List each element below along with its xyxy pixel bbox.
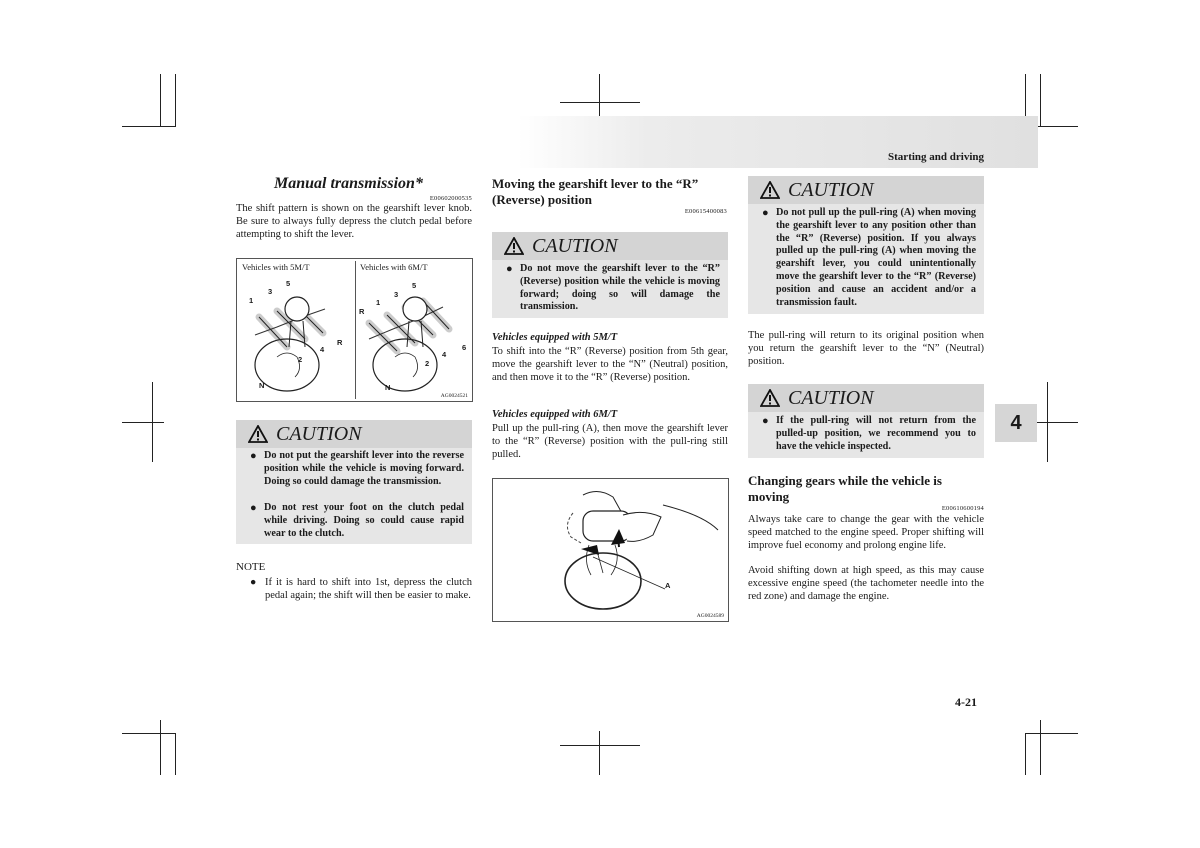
subheading-6mt: Vehicles equipped with 6M/T xyxy=(492,409,618,420)
paragraph-5mt: To shift into the “R” (Reverse) position from 5th gear, move the gearshift lever to the “N” (Neutral) position, and then move it to the “R” (Reverse) position. xyxy=(492,346,728,383)
gear-label: 4 xyxy=(442,350,447,359)
crop-mark xyxy=(122,733,175,734)
crop-mark xyxy=(122,422,164,423)
gear-label: 2 xyxy=(425,359,430,368)
section-code: E00610600194 xyxy=(941,505,984,512)
caption-5mt: Vehicles with 5M/T xyxy=(242,262,310,272)
caution-title: CAUTION xyxy=(788,179,874,201)
crop-mark xyxy=(175,74,176,127)
caution-header xyxy=(748,384,984,412)
changing-gears-paragraph: Always take care to change the gear with the vehicle speed matched to the engine speed. Proper shifting will improve fuel economy and prolong engine life. xyxy=(748,514,984,551)
gear-label: 2 xyxy=(298,355,303,364)
heading-reverse: Moving the gearshift lever to the “R” (Reverse) position xyxy=(492,176,699,207)
figure-code: AG0024589 xyxy=(696,613,724,619)
shift-pattern-figure xyxy=(236,258,473,402)
caution-box-pull-ring xyxy=(748,176,984,314)
figure-code: AG0024521 xyxy=(440,393,468,399)
warning-triangle-icon xyxy=(504,237,524,255)
caution-header xyxy=(236,420,472,448)
gear-label: 1 xyxy=(249,296,254,305)
pull-ring-return-paragraph: The pull-ring will return to its original position when you return the gearshift lever to the “N” (Neutral) position. xyxy=(748,330,984,367)
crop-mark xyxy=(599,74,600,118)
crop-mark xyxy=(1047,382,1048,462)
caution-item: ● Do not move the gearshift lever to the “R” (Reverse) position while the vehicle is moving forward; doing so will damage the transmission. xyxy=(506,263,720,313)
crop-mark xyxy=(122,126,175,127)
gear-label: R xyxy=(337,338,343,347)
warning-triangle-icon xyxy=(760,389,780,407)
pull-ring-drawing xyxy=(553,485,723,615)
caution-box-reverse xyxy=(236,420,472,544)
caution-title: CAUTION xyxy=(276,423,362,445)
note-label: NOTE xyxy=(236,561,266,573)
caution-title: CAUTION xyxy=(788,387,874,409)
gear-label: 4 xyxy=(320,345,325,354)
crop-mark xyxy=(1025,733,1026,775)
caution-title: CAUTION xyxy=(532,235,618,257)
section-code: E00602000535 xyxy=(429,195,472,202)
intro-paragraph: The shift pattern is shown on the gearshift lever knob. Be sure to always fully depress the clutch pedal before attempting to shift the lever. xyxy=(236,203,472,240)
caution-item: ● Do not put the gearshift lever into the reverse position while the vehicle is moving forward. Doing so could damage the transmission. xyxy=(250,450,464,487)
figure-divider xyxy=(355,261,356,399)
gear-label: 5 xyxy=(286,279,291,288)
crop-mark xyxy=(160,74,161,127)
page-number: 4-21 xyxy=(955,695,977,709)
pull-ring-label: A xyxy=(665,581,671,590)
crop-mark xyxy=(560,745,640,746)
crop-mark xyxy=(1025,733,1078,734)
gear-label: N xyxy=(385,383,391,392)
crop-mark xyxy=(175,733,176,775)
caution-item: ● Do not pull up the pull-ring (A) when moving the gearshift lever to any position other than the “R” (Reverse) position. If you always pulled up the pull-ring (A) when moving the gearshift lever, you could unintentionally move the gearshift lever to the “R” (Reverse) position and cause an accident and/or a transmission fault. xyxy=(762,207,976,308)
gear-label: R xyxy=(359,307,365,316)
gear-label: 1 xyxy=(376,298,381,307)
gear-label: N xyxy=(259,381,265,390)
gear-label: 3 xyxy=(394,290,399,299)
subheading-5mt: Vehicles equipped with 5M/T xyxy=(492,332,618,343)
caution-item: ● If the pull-ring will not return from the pulled-up position, we recommend you to have the vehicle inspected. xyxy=(762,415,976,452)
caution-item: ● Do not rest your foot on the clutch pedal while driving. Doing so could cause rapid wear to the clutch. xyxy=(250,502,464,539)
downshift-paragraph: Avoid shifting down at high speed, as this may cause excessive engine speed (the tachometer needle into the red zone) and damage the engine. xyxy=(748,565,984,602)
caption-6mt: Vehicles with 6M/T xyxy=(360,262,428,272)
section-title: Starting and driving xyxy=(888,151,984,163)
warning-triangle-icon xyxy=(760,181,780,199)
paragraph-6mt: Pull up the pull-ring (A), then move the gearshift lever to the “R” (Reverse) position with the pull-ring still pulled. xyxy=(492,423,728,460)
crop-mark xyxy=(1036,422,1078,423)
caution-header xyxy=(748,176,984,204)
gear-label: 5 xyxy=(412,281,417,290)
section-code: E00615400083 xyxy=(684,208,727,215)
gear-label: 3 xyxy=(268,287,273,296)
crop-mark xyxy=(152,382,153,462)
warning-triangle-icon xyxy=(248,425,268,443)
gearshift-6mt-drawing xyxy=(363,277,468,395)
crop-mark xyxy=(160,720,161,775)
pull-ring-figure xyxy=(492,478,729,622)
caution-box-inspection xyxy=(748,384,984,458)
crop-mark xyxy=(599,731,600,775)
heading-manual-transmission: Manual transmission* xyxy=(274,175,423,192)
crop-mark xyxy=(560,102,640,103)
chapter-tab: 4 xyxy=(995,404,1037,442)
heading-changing-gears: Changing gears while the vehicle is moving xyxy=(748,473,942,504)
crop-mark xyxy=(1040,720,1041,775)
caution-box-moving-forward xyxy=(492,232,728,318)
crop-mark xyxy=(1040,74,1041,127)
caution-header xyxy=(492,232,728,260)
gearshift-5mt-drawing xyxy=(247,277,352,395)
gear-label: 6 xyxy=(462,343,467,352)
note-item: ● If it is hard to shift into 1st, depress the clutch pedal again; the shift will then be easier to make. xyxy=(250,577,472,601)
